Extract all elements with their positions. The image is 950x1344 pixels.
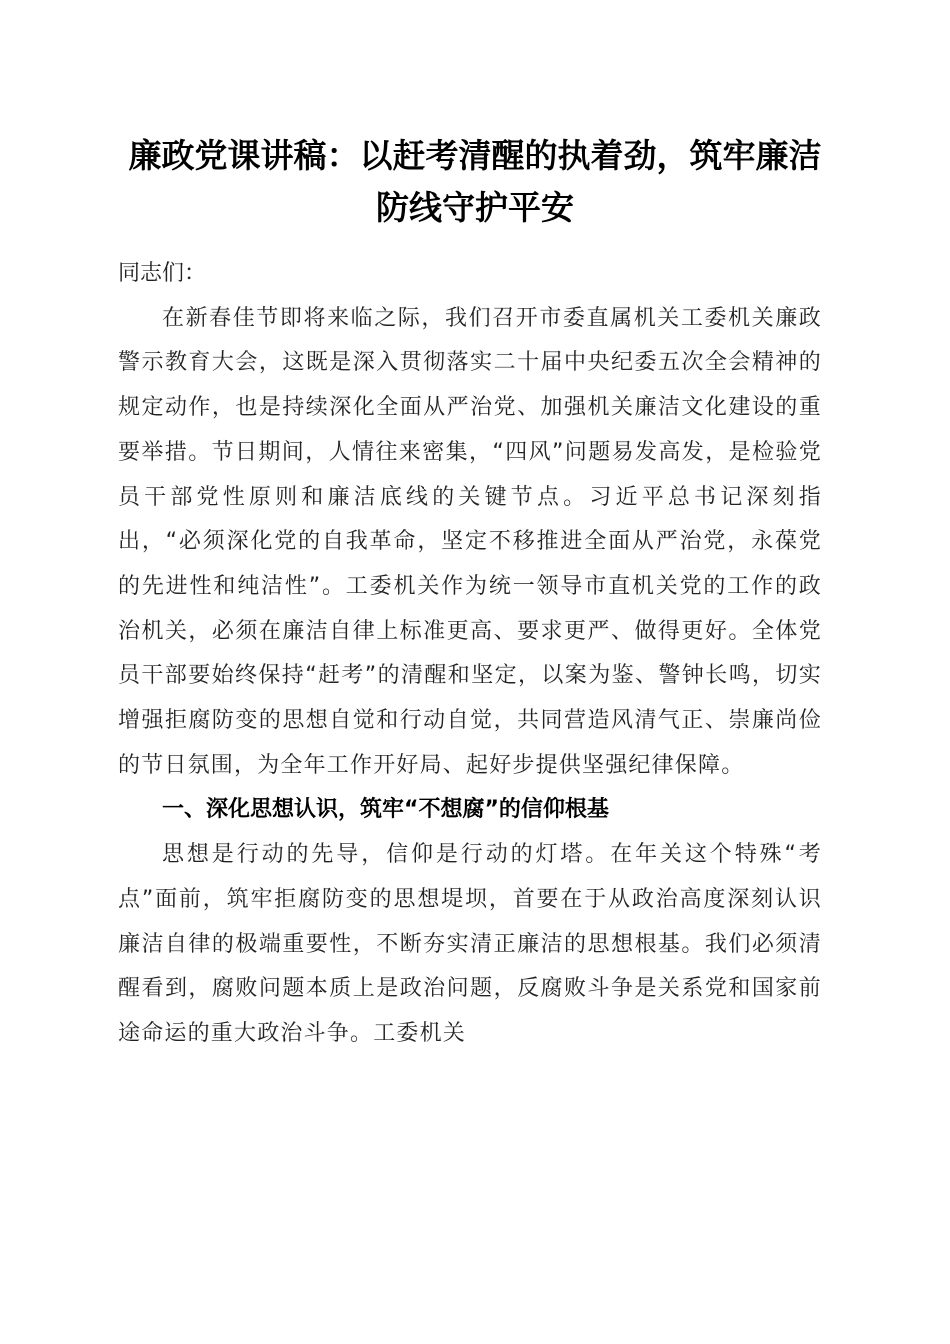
section-heading: 一、深化思想认识，筑牢“不想腐”的信仰根基 [162,797,609,823]
section-paragraph: 思想是行动的先导，信仰是行动的灯塔。在年关这个特殊“考点”面前，筑牢拒腐防变的思想堤坝，首要在于从政治高度深刻认识廉洁自律的极端重要性，不断夯实清正廉洁的思想根基。我们必须清醒看到，腐败问题本质上是政治问题，反腐败斗争是关系党和国家前途命运的重大政治斗争。工委机关 [118,842,822,1046]
document-body [118,252,822,1057]
salutation: 同志们： [118,261,207,286]
document-title: 廉政党课讲稿：以赶考清醒的执着劲，筑牢廉洁防线守护平安 [128,136,822,227]
intro-paragraph: 在新春佳节即将来临之际，我们召开市委直属机关工委机关廉政警示教育大会，这既是深入贯彻落实二十届中央纪委五次全会精神的规定动作，也是持续深化全面从严治党、加强机关廉洁文化建设的重要举措。节日期间，人情往来密集，“四风”问题易发高发，是检验党员干部党性原则和廉洁底线的关键节点。习近平总书记深刻指出，“必须深化党的自我革命，坚定不移推进全面从严治党，永葆党的先进性和纯洁性”。工委机关作为统一领导市直机关党的工作的政治机关，必须在廉洁自律上标准更高、要求更严、做得更好。全体党员干部要始终保持“赶考”的清醒和坚定，以案为鉴、警钟长鸣，切实增强拒腐防变的思想自觉和行动自觉，共同营造风清气正、崇廉尚俭的节日氛围，为全年工作开好局、起好步提供坚强纪律保障。 [118,305,822,778]
